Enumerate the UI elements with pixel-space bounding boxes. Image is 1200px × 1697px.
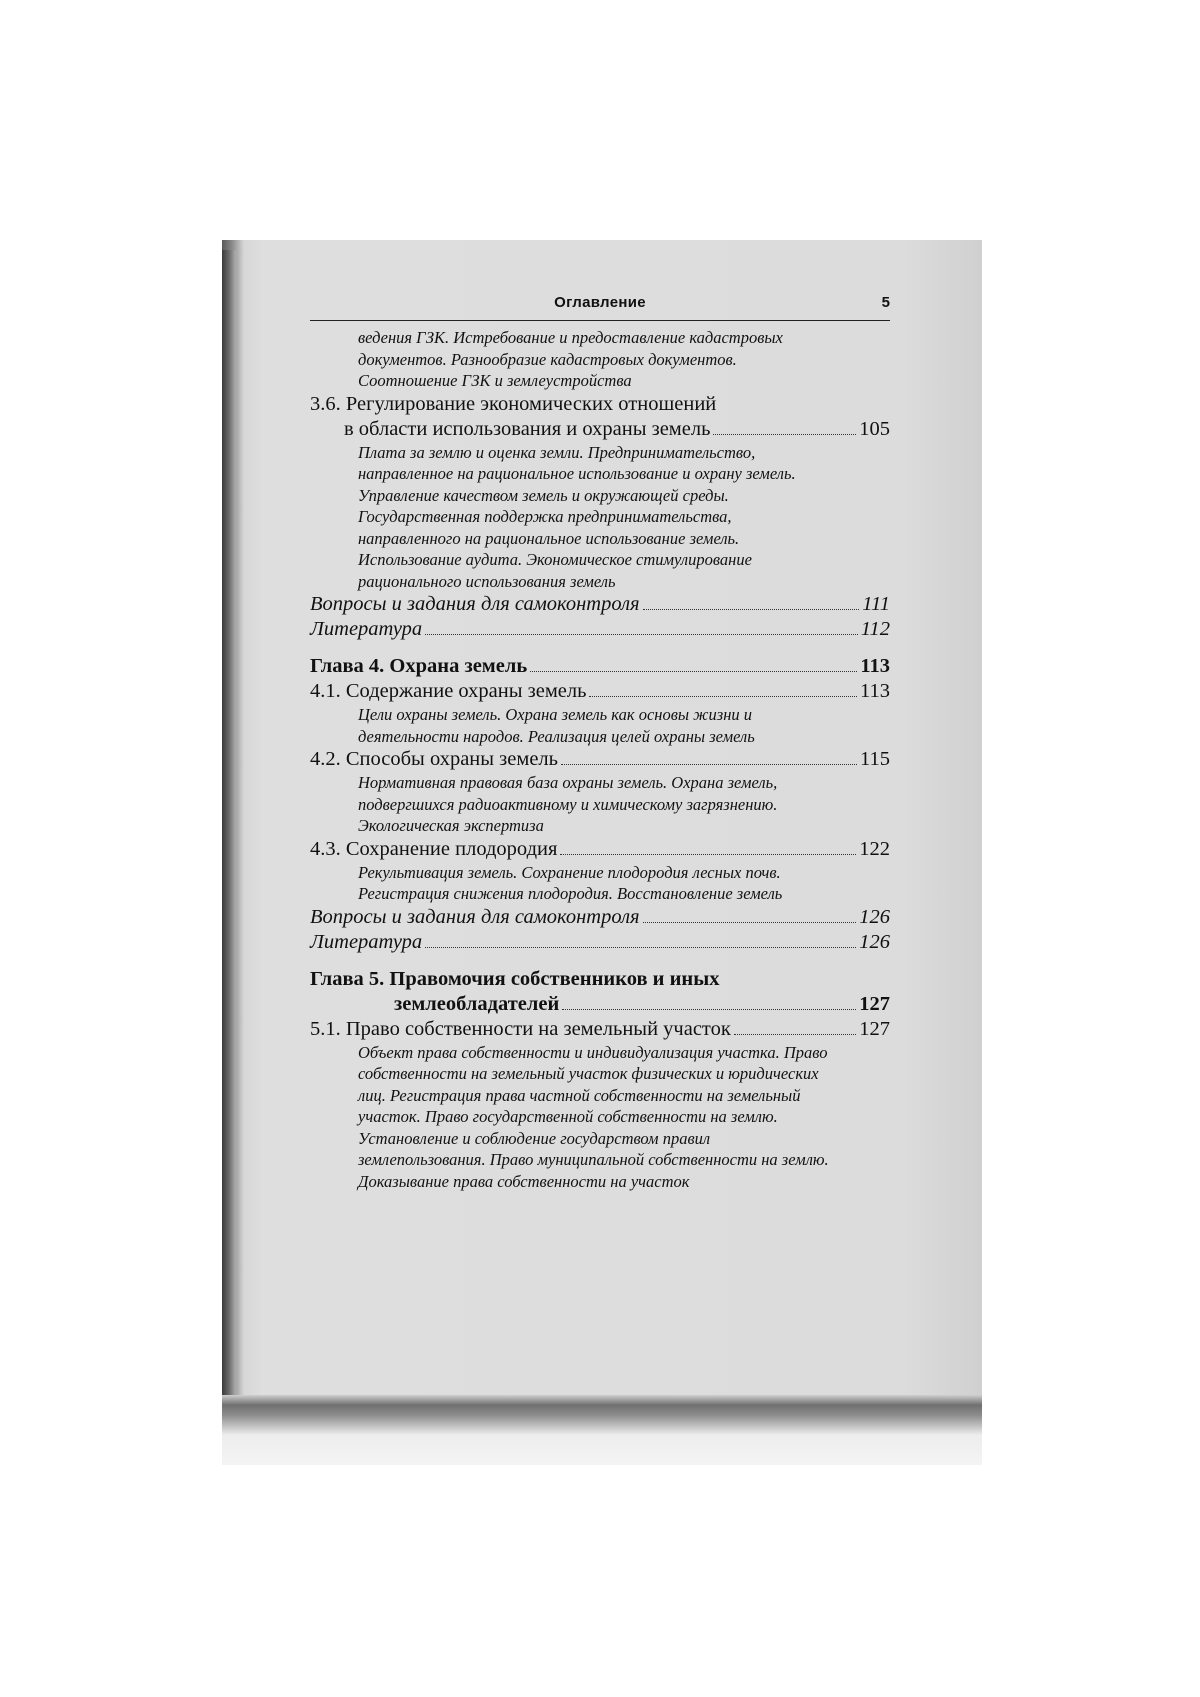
toc-entry-literature-4 [310, 930, 890, 955]
toc-entry-literature-3 [310, 617, 890, 642]
toc-page-number: 111 [862, 593, 890, 615]
toc-entry-questions-4 [310, 905, 890, 930]
dot-leader [643, 922, 857, 923]
toc-page-number: 113 [860, 680, 890, 702]
toc-page-number: 112 [860, 618, 890, 640]
toc-page-number: 122 [859, 837, 890, 860]
running-header [310, 290, 890, 321]
toc-entry-title: Вопросы и задания для самоконтроля [310, 905, 640, 928]
toc-entry-title: землеобладателей [394, 992, 560, 1015]
entry-description: Нормативная правовая база охраны земель. Охрана земель, подвергшихся радиоактивному и химическому загрязнению. Экологическая экспертиза [358, 773, 778, 835]
toc-entry-4-2 [310, 747, 890, 772]
page-bottom-edge [222, 1395, 982, 1465]
dot-leader [560, 854, 856, 855]
dot-leader [643, 609, 860, 610]
toc-entry-title: 4.3. Сохранение плодородия [310, 837, 558, 860]
dot-leader [425, 634, 858, 635]
toc-entry-3-6-line1: 3.6. Регулирование экономических отношений [310, 392, 717, 415]
toc-page-number: 127 [859, 992, 890, 1015]
toc-entry-title: в области использования и охраны земель [344, 417, 711, 440]
toc-page-number: 126 [859, 930, 890, 953]
toc-page-number: 113 [860, 655, 890, 677]
toc-page-number: 105 [859, 417, 890, 440]
toc-entry-title: 4.2. Способы охраны земель [310, 748, 559, 770]
dot-leader [530, 671, 857, 672]
dot-leader [562, 1009, 856, 1010]
book-spine-shadow [222, 250, 236, 1410]
toc-entry-questions-3 [310, 592, 890, 617]
dot-leader [425, 947, 856, 948]
dot-leader [734, 1034, 856, 1035]
dot-leader [713, 434, 856, 435]
toc-entry-title: Вопросы и задания для самоконтроля [310, 593, 640, 615]
toc-chapter-4 [310, 654, 890, 679]
toc-chapter-5 [394, 992, 890, 1017]
toc-entry-title: 5.1. Право собственности на земельный участок [310, 1017, 731, 1040]
toc-page [310, 290, 890, 1192]
toc-entry-5-1 [310, 1017, 890, 1042]
toc-entry-title: Литература [310, 930, 423, 953]
toc-entry-4-1 [310, 679, 890, 704]
toc-entry-3-6 [344, 417, 890, 442]
toc-page-number: 115 [860, 748, 890, 770]
toc-entry-title: Литература [310, 618, 423, 640]
toc-page-number: 126 [859, 905, 890, 928]
table-of-contents [310, 327, 890, 1192]
header-page-number: 5 [881, 294, 890, 311]
toc-entry-4-3 [310, 837, 890, 862]
entry-description: Рекультивация земель. Сохранение плодородия лесных почв. Регистрация снижения плодородия. Восстановление земель [358, 862, 783, 903]
toc-chapter-5-line1: Глава 5. Правомочия собственников и иных [310, 967, 720, 990]
entry-description: Цели охраны земель. Охрана земель как основы жизни и деятельности народов. Реализация целей охраны земель [358, 705, 755, 746]
toc-page-number: 127 [859, 1017, 890, 1040]
entry-description: Плата за землю и оценка земли. Предпринимательство, направленное на рациональное использование и охрану земель. Управление качеством земель и окружающей среды. Государственная поддержка предпринимательства, направленного на рациональное использование земель. Использование аудита. Экономическое стимулирование рационального использования земель [358, 442, 796, 591]
entry-description: ведения ГЗК. Истребование и предоставление кадастровых документов. Разнообразие кадастровых документов. Соотношение ГЗК и землеустройства [358, 328, 783, 390]
toc-entry-title: 4.1. Содержание охраны земель [310, 680, 587, 702]
header-title: Оглавление [554, 294, 646, 311]
dot-leader [589, 696, 857, 697]
entry-description: Объект права собственности и индивидуализация участка. Право собственности на земельный участок физических и юридических лиц. Регистрация права частной собственности на земельный участок. Право государственной собственности на землю. Установление и соблюдение государством правил землепользования. Право муниципальной собственности на землю. Доказывание права собственности на участок [358, 1042, 829, 1191]
dot-leader [561, 764, 857, 765]
toc-entry-title: Глава 4. Охрана земель [310, 655, 528, 677]
